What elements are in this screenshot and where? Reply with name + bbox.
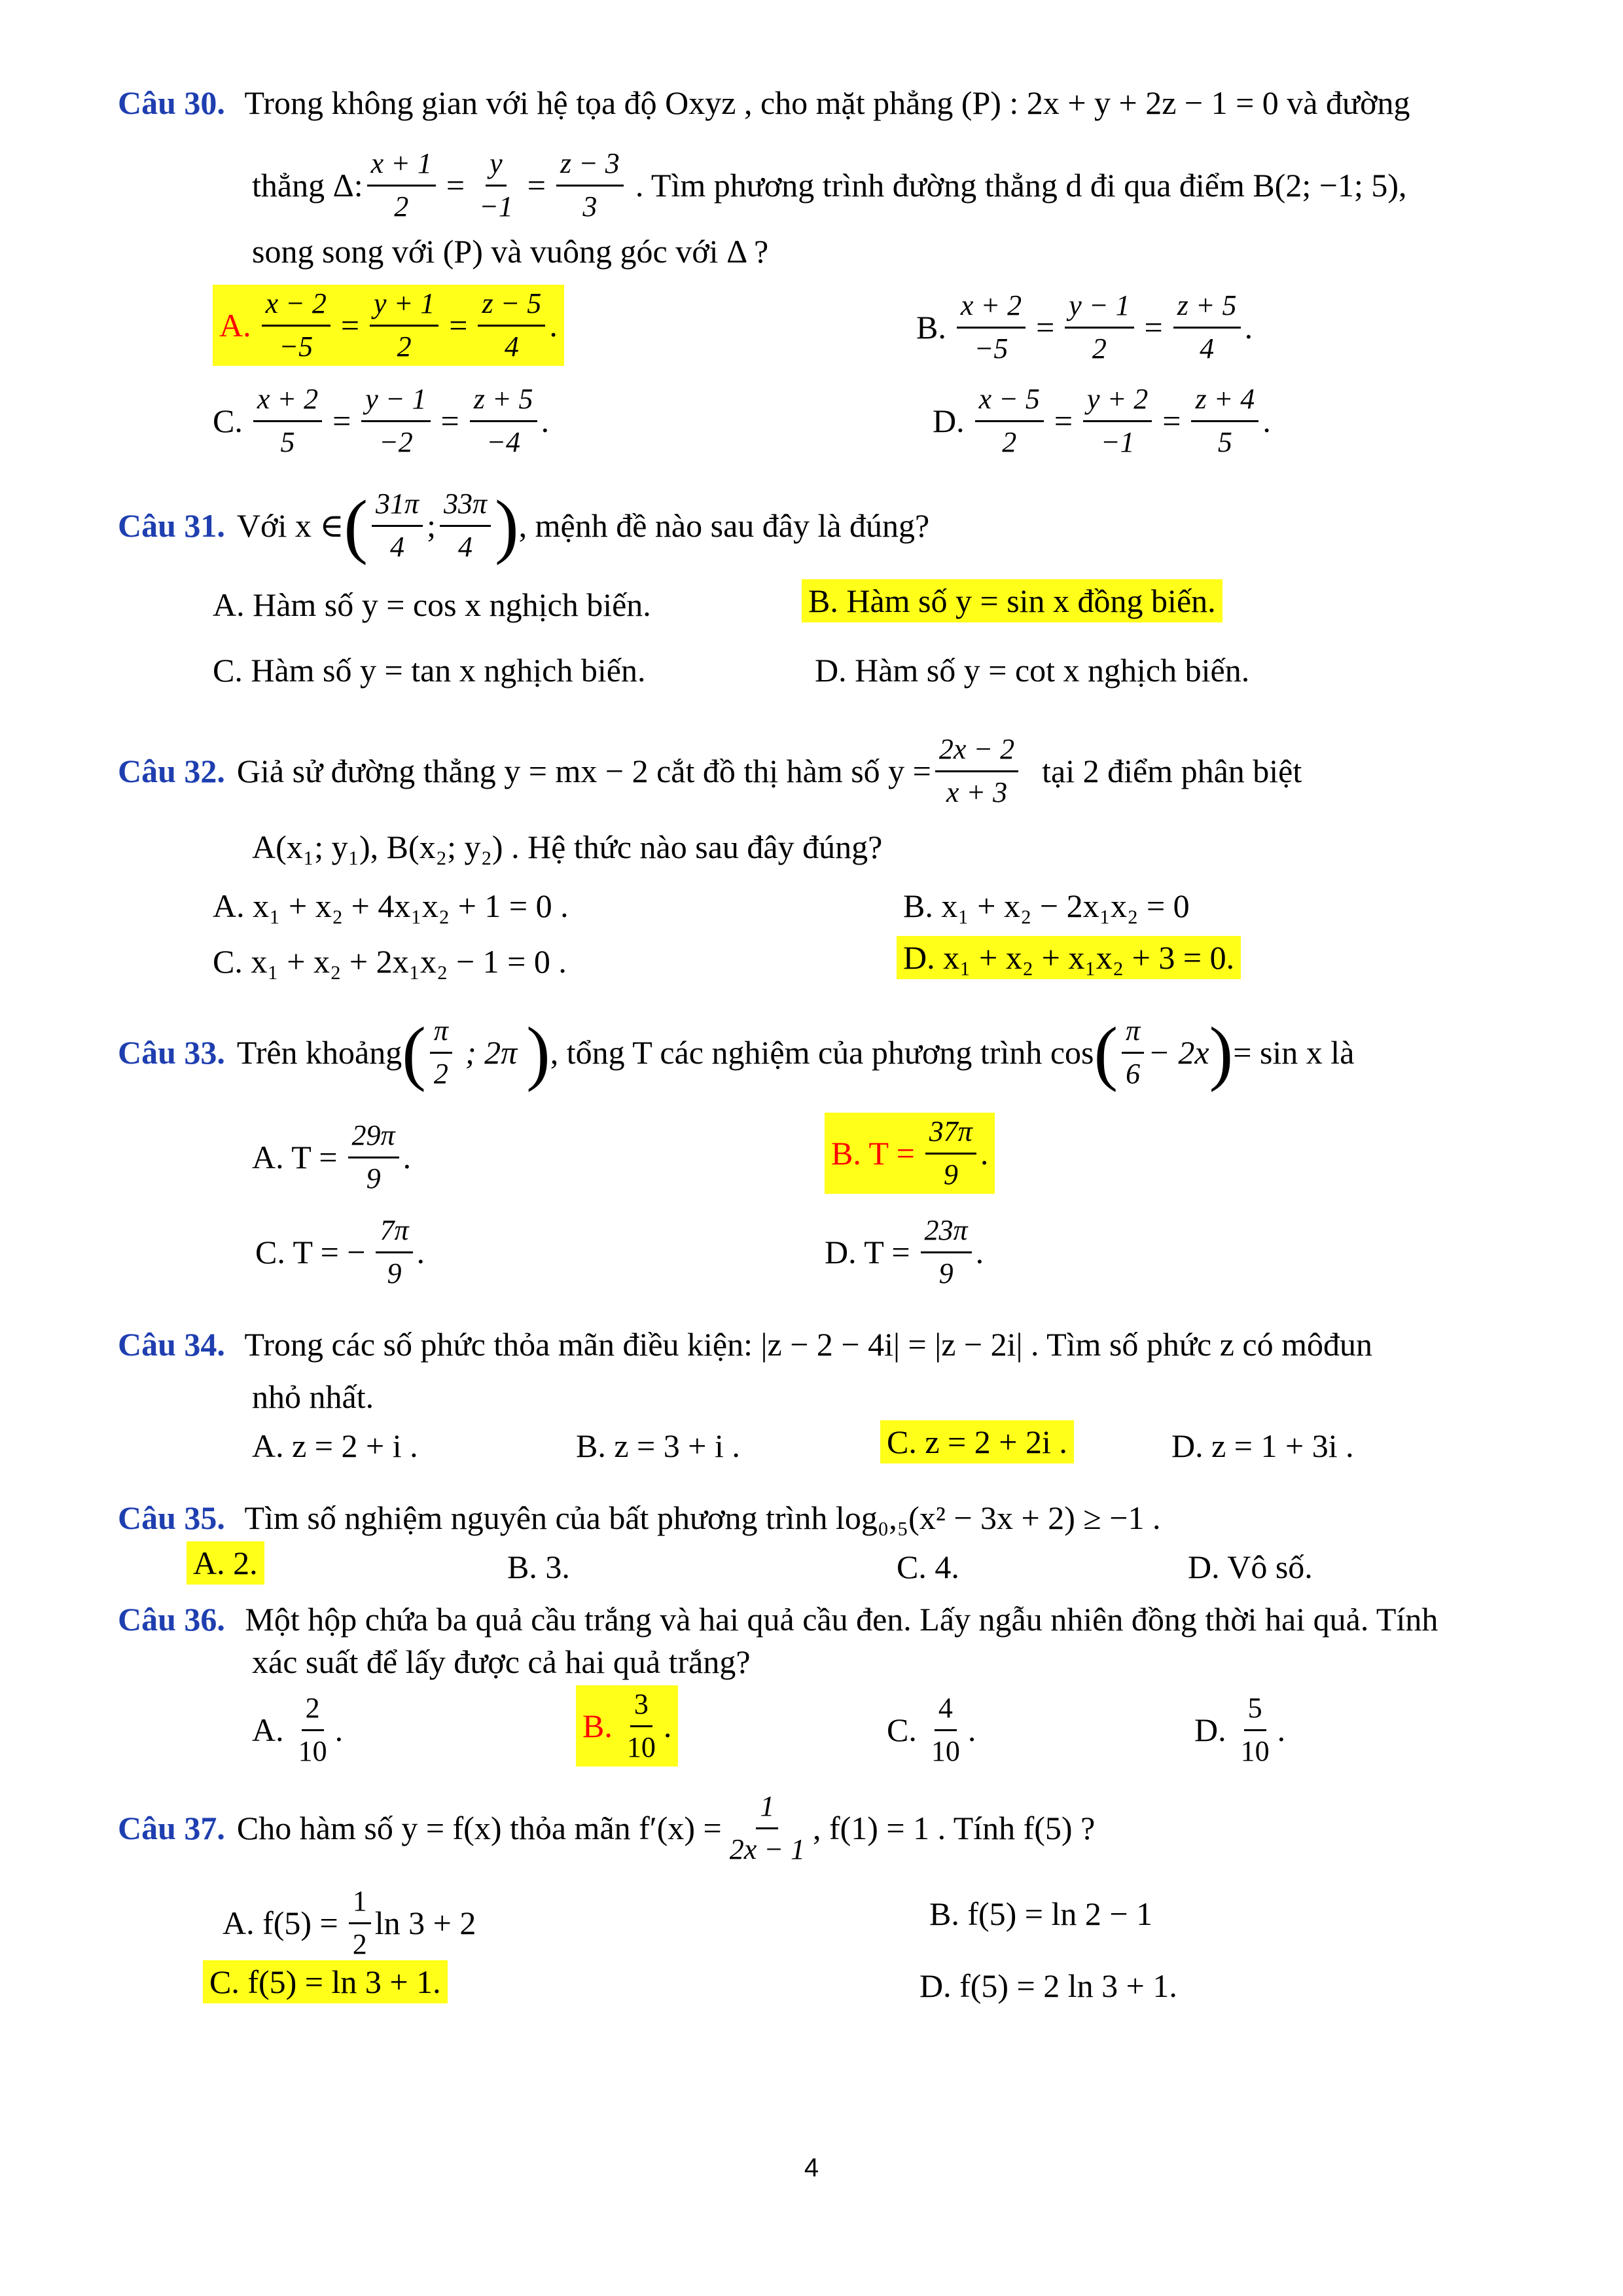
question-32-option-c[interactable]: C. x₁ + x₂ + 2x₁x₂ − 1 = 0 .: [213, 943, 567, 980]
question-34-label: Câu 34.: [118, 1326, 225, 1363]
question-30-line1: [118, 84, 1410, 122]
question-33-label: Câu 33.: [118, 1034, 225, 1071]
question-32-label: Câu 32.: [118, 753, 225, 790]
question-32-option-a[interactable]: A. x₁ + x₂ + 4x₁x₂ + 1 = 0 .: [213, 888, 569, 924]
question-30-stem2b: . Tìm phương trình đường thẳng d đi qua điểm B(2; −1; 5),: [635, 167, 1407, 204]
question-31-option-b[interactable]: B. Hàm số y = sin x đồng biến.: [802, 579, 1222, 622]
question-33-stem-pre: Trên khoảng: [236, 1034, 402, 1071]
question-33-option-d[interactable]: D. T = $\frac{23\pi}{9}$ .: [825, 1214, 984, 1289]
question-36-option-d[interactable]: D. $\frac{5}{10}$ .: [1194, 1692, 1286, 1767]
question-30-label: Câu 30.: [118, 84, 225, 121]
question-33-option-c[interactable]: C. T = − $\frac{7\pi}{9}$ .: [255, 1214, 425, 1289]
question-34-option-a[interactable]: A. z = 2 + i .: [252, 1427, 418, 1464]
question-34-option-d[interactable]: D. z = 1 + 3i .: [1171, 1427, 1354, 1464]
question-36-line1: [118, 1600, 1438, 1638]
question-35-option-b[interactable]: B. 3.: [507, 1549, 570, 1585]
question-35-stem1: Tìm số nghiệm nguyên của bất phương trình log₀,₅(x² − 3x + 2) ≥ −1 .: [244, 1499, 1161, 1536]
question-34-option-b[interactable]: B. z = 3 + i .: [576, 1427, 740, 1464]
question-31-line1: Câu 31. Với x ∈ ( $\frac{31\pi}{4}$ ; $\frac{33\pi}{4}$ ) , mệnh đề nào sau đây là đúng?: [118, 486, 930, 566]
question-34-option-c[interactable]: C. z = 2 + 2i .: [880, 1420, 1074, 1463]
question-37-label: Câu 37.: [118, 1810, 225, 1847]
question-30-option-a[interactable]: A. $\frac{x - 2}{-5}$ = $\frac{y + 1}{2}$ = $\frac{z - 5}{4}$ .: [213, 285, 564, 366]
question-37-option-c[interactable]: C. f(5) = ln 3 + 1.: [203, 1960, 448, 2003]
question-36-option-a[interactable]: A. $\frac{2}{10}$ .: [252, 1692, 344, 1767]
question-32-stem2: A(x₁; y₁), B(x₂; y₂) . Hệ thức nào sau đây đúng?: [252, 829, 883, 865]
question-31-stem-pre: Với x ∈: [236, 507, 344, 545]
question-36-option-c[interactable]: C. $\frac{4}{10}$ .: [887, 1692, 976, 1767]
question-35-option-c[interactable]: C. 4.: [897, 1549, 959, 1585]
question-30-stem1: Trong không gian với hệ tọa độ Oxyz , cho mặt phẳng (P) : 2x + y + 2z − 1 = 0 và đường: [244, 84, 1410, 121]
question-32-stem-post: tại 2 điểm phân biệt: [1042, 753, 1302, 790]
question-33-stem-post: = sin x là: [1233, 1034, 1355, 1071]
question-37-stem-pre: Cho hàm số y = f(x) thỏa mãn f′(x) =: [236, 1810, 722, 1847]
question-32-line1: Câu 32. Giả sử đường thẳng y = mx − 2 cắt đồ thị hàm số y = $\frac{2x - 2}{x + 3}$ tại 2 điểm phân biệt: [118, 733, 1302, 808]
question-32-option-d[interactable]: D. x₁ + x₂ + x₁x₂ + 3 = 0.: [897, 936, 1241, 979]
question-30-stem2a: thẳng Δ:: [252, 167, 363, 204]
question-30-option-d[interactable]: D. $\frac{x - 5}{2}$ = $\frac{y + 2}{-1}$ = $\frac{z + 4}{5}$ .: [933, 383, 1271, 458]
question-33-line1: Câu 33. Trên khoảng ( $\frac{\pi}{2}$ ; 2π ) , tổng T các nghiệm của phương trình cos ( $\frac{\pi}{6}$ − 2x ) = sin x là: [118, 1013, 1355, 1093]
question-32-option-b[interactable]: B. x₁ + x₂ − 2x₁x₂ = 0: [903, 888, 1190, 924]
question-34-line1: [118, 1325, 1372, 1363]
question-36-stem1: Một hộp chứa ba quả cầu trắng và hai quả cầu đen. Lấy ngẫu nhiên đồng thời hai quả. Tính: [245, 1601, 1438, 1638]
question-36-stem2: xác suất để lấy được cả hai quả trắng?: [252, 1643, 751, 1680]
question-37-option-b[interactable]: B. f(5) = ln 2 − 1: [929, 1895, 1153, 1932]
question-31-stem-post: , mệnh đề nào sau đây là đúng?: [518, 507, 930, 545]
question-33-option-a[interactable]: A. T = $\frac{29\pi}{9}$ .: [252, 1119, 412, 1194]
question-36-option-b[interactable]: B. $\frac{3}{10}$ .: [576, 1685, 678, 1767]
question-35-label: Câu 35.: [118, 1499, 225, 1536]
question-31-option-c[interactable]: C. Hàm số y = tan x nghịch biến.: [213, 652, 646, 689]
question-35-option-a[interactable]: A. 2.: [187, 1541, 264, 1585]
question-37-option-a[interactable]: A. f(5) = $\frac{1}{2}$ ln 3 + 2: [223, 1885, 476, 1960]
question-30-stem3: song song với (P) và vuông góc với Δ ?: [252, 233, 769, 270]
question-31-label: Câu 31.: [118, 507, 225, 545]
question-37-stem-post: , f(1) = 1 . Tính f(5) ?: [812, 1810, 1096, 1847]
question-32-stem-pre: Giả sử đường thẳng y = mx − 2 cắt đồ thị hàm số y =: [236, 753, 931, 790]
question-31-option-a[interactable]: A. Hàm số y = cos x nghịch biến.: [213, 586, 651, 623]
question-34-stem1: Trong các số phức thỏa mãn điều kiện: |z − 2 − 4i| = |z − 2i| . Tìm số phức z có môđun: [244, 1326, 1372, 1363]
question-30-option-b[interactable]: B. $\frac{x + 2}{-5}$ = $\frac{y - 1}{2}$ = $\frac{z + 5}{4}$ .: [916, 289, 1253, 365]
question-31-option-d[interactable]: D. Hàm số y = cot x nghịch biến.: [815, 652, 1250, 689]
question-30-line2: thẳng Δ: $\frac{x + 1}{2}$ = $\frac{y}{-1}$ = $\frac{z - 3}{3}$ . Tìm phương trình đường thẳng d đi qua điểm B(2; −1; 5),: [252, 147, 1407, 223]
question-35-option-d[interactable]: D. Vô số.: [1188, 1549, 1313, 1585]
question-30-option-c[interactable]: C. $\frac{x + 2}{5}$ = $\frac{y - 1}{-2}$ = $\frac{z + 5}{-4}$ .: [213, 383, 550, 458]
question-36-label: Câu 36.: [118, 1601, 225, 1638]
question-35-line1: [118, 1499, 1161, 1537]
question-37-option-d[interactable]: D. f(5) = 2 ln 3 + 1.: [919, 1967, 1177, 2004]
question-33-option-b[interactable]: B. T = $\frac{37\pi}{9}$ .: [825, 1113, 995, 1194]
question-34-stem2: nhỏ nhất.: [252, 1378, 374, 1415]
question-37-line1: Câu 37. Cho hàm số y = f(x) thỏa mãn f′(x) = $\frac{1}{2x - 1}$ , f(1) = 1 . Tính f(5) ?: [118, 1790, 1096, 1865]
question-33-stem-mid: , tổng T các nghiệm của phương trình cos: [550, 1034, 1094, 1071]
page-number: 4: [804, 2153, 819, 2182]
